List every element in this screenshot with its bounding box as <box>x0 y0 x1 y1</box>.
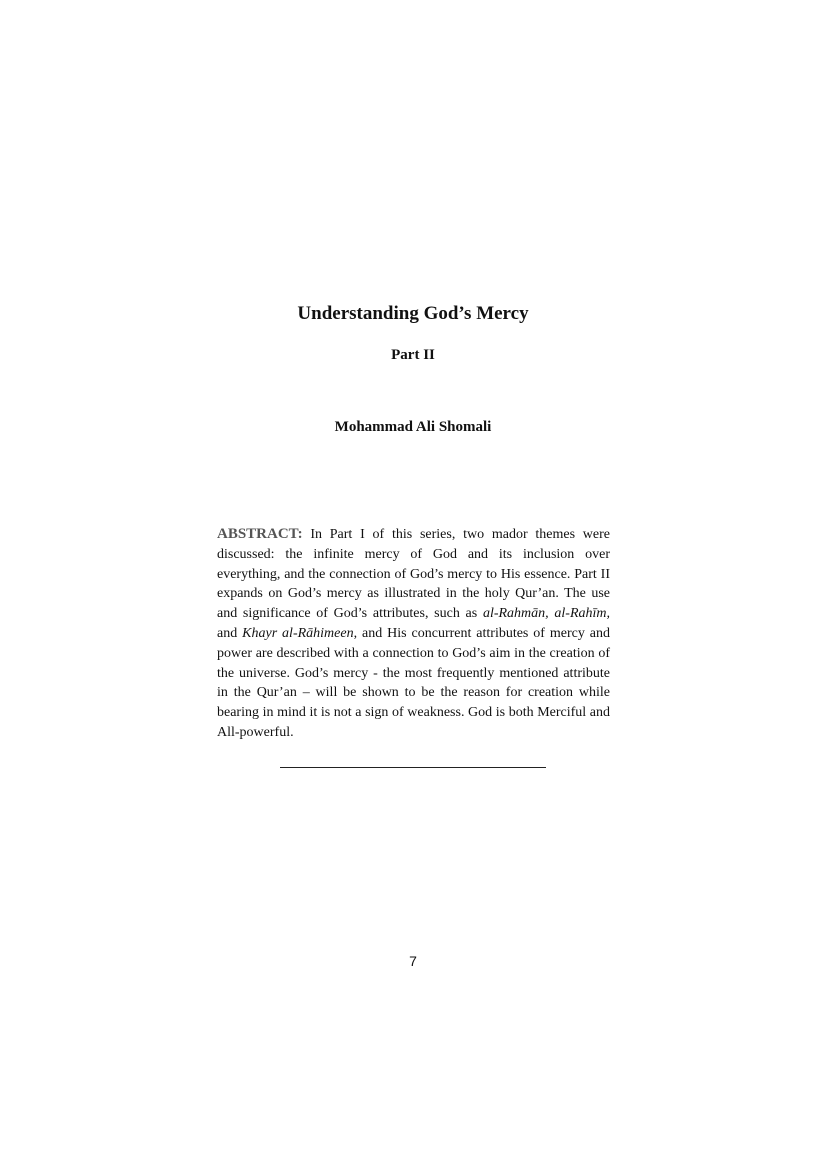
abstract-text-2: and <box>217 625 243 641</box>
separator-rule <box>280 767 546 768</box>
part-label: Part II <box>391 347 435 363</box>
abstract-term-2: Khayr al-Rāhimeen <box>242 625 354 641</box>
abstract-text-3: , and His concurrent attributes of mercy and power are described with a connection to God’s aim in the creation of the universe. God’s mercy - the most frequently mentioned attribute in the Qur’an – will be shown to be the reason for creation while bearing in mind it is not a sign of weakness. God is both Merciful and All-powerful. <box>217 625 610 740</box>
page-number: 7 <box>409 953 417 969</box>
abstract-term-1: al-Rahmān, al-Rahīm, <box>482 606 610 622</box>
abstract-label: ABSTRACT: <box>217 526 303 542</box>
abstract-text-1: In Part I of this series, two mador themes were discussed: the infinite mercy of God and its inclusion over everything, and the connection of God’s mercy to His essence. Part II expands on God’s mercy as illustrated in the holy Qur’an. The use and significance of God’s attributes, such as <box>217 527 610 622</box>
author-name: Mohammad Ali Shomali <box>334 419 492 435</box>
abstract-paragraph <box>217 525 610 743</box>
document-title: Understanding God’s Mercy <box>297 303 529 324</box>
